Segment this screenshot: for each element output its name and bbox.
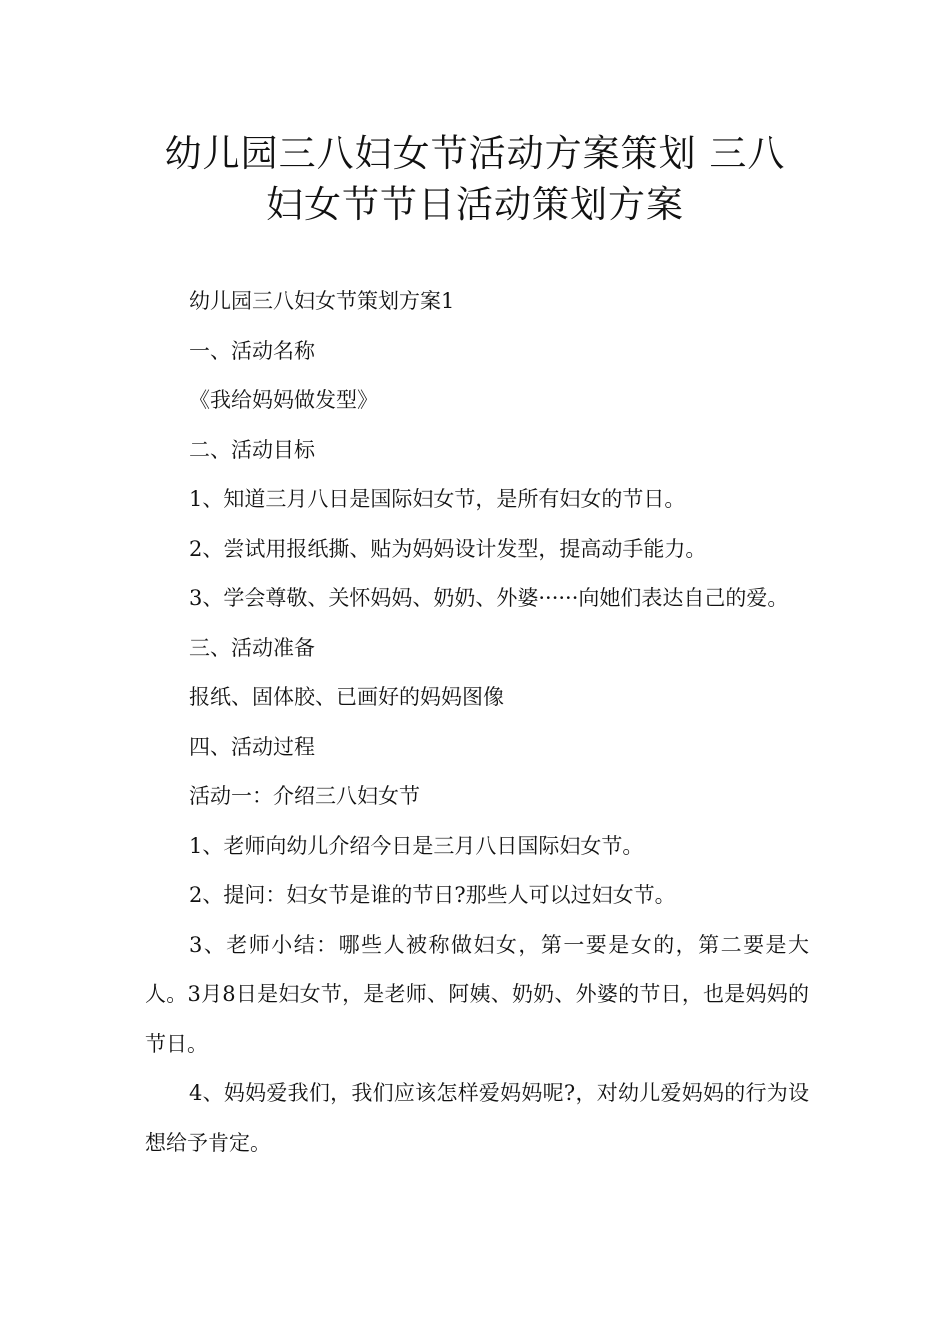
paragraph-plan-heading: 幼儿园三八妇女节策划方案1 — [189, 289, 455, 313]
paragraph-goal-2: 2、尝试用报纸撕、贴为妈妈设计发型，提高动手能力。 — [189, 536, 707, 561]
paragraph-materials: 报纸、固体胶、已画好的妈妈图像 — [189, 685, 504, 709]
paragraph-section-3: 三、活动准备 — [189, 635, 315, 660]
document-title — [100, 128, 850, 230]
title-line-2: 妇女节节日活动策划方案 — [266, 183, 684, 226]
paragraph-section-4: 四、活动过程 — [189, 734, 315, 759]
paragraph-step-3: 3、老师小结：哪些人被称做妇女，第一要是女的，第二要是大人。3月8日是妇女节，是老师、阿姨、奶奶、外婆的节日，也是妈妈的节日。 — [145, 932, 809, 1056]
paragraph-activity-name: 《我给妈妈做发型》 — [189, 388, 378, 412]
paragraph-section-1: 一、活动名称 — [189, 338, 315, 363]
paragraph-step-2: 2、提问：妇女节是谁的节日?那些人可以过妇女节。 — [189, 883, 676, 907]
paragraph-goal-1: 1、知道三月八日是国际妇女节，是所有妇女的节日。 — [189, 487, 686, 511]
paragraph-goal-3: 3、学会尊敬、关怀妈妈、奶奶、外婆······向她们表达自己的爱。 — [189, 586, 789, 610]
document-body — [145, 277, 809, 1168]
paragraph-activity-one: 活动一：介绍三八妇女节 — [189, 784, 420, 808]
title-line-1: 幼儿园三八妇女节活动方案策划 三八 — [164, 132, 786, 175]
paragraph-step-1: 1、老师向幼儿介绍今日是三月八日国际妇女节。 — [189, 833, 644, 858]
paragraph-step-4: 4、妈妈爱我们，我们应该怎样爱妈妈呢?，对幼儿爱妈妈的行为设想给予肯定。 — [145, 1081, 809, 1155]
paragraph-section-2: 二、活动目标 — [189, 437, 315, 462]
